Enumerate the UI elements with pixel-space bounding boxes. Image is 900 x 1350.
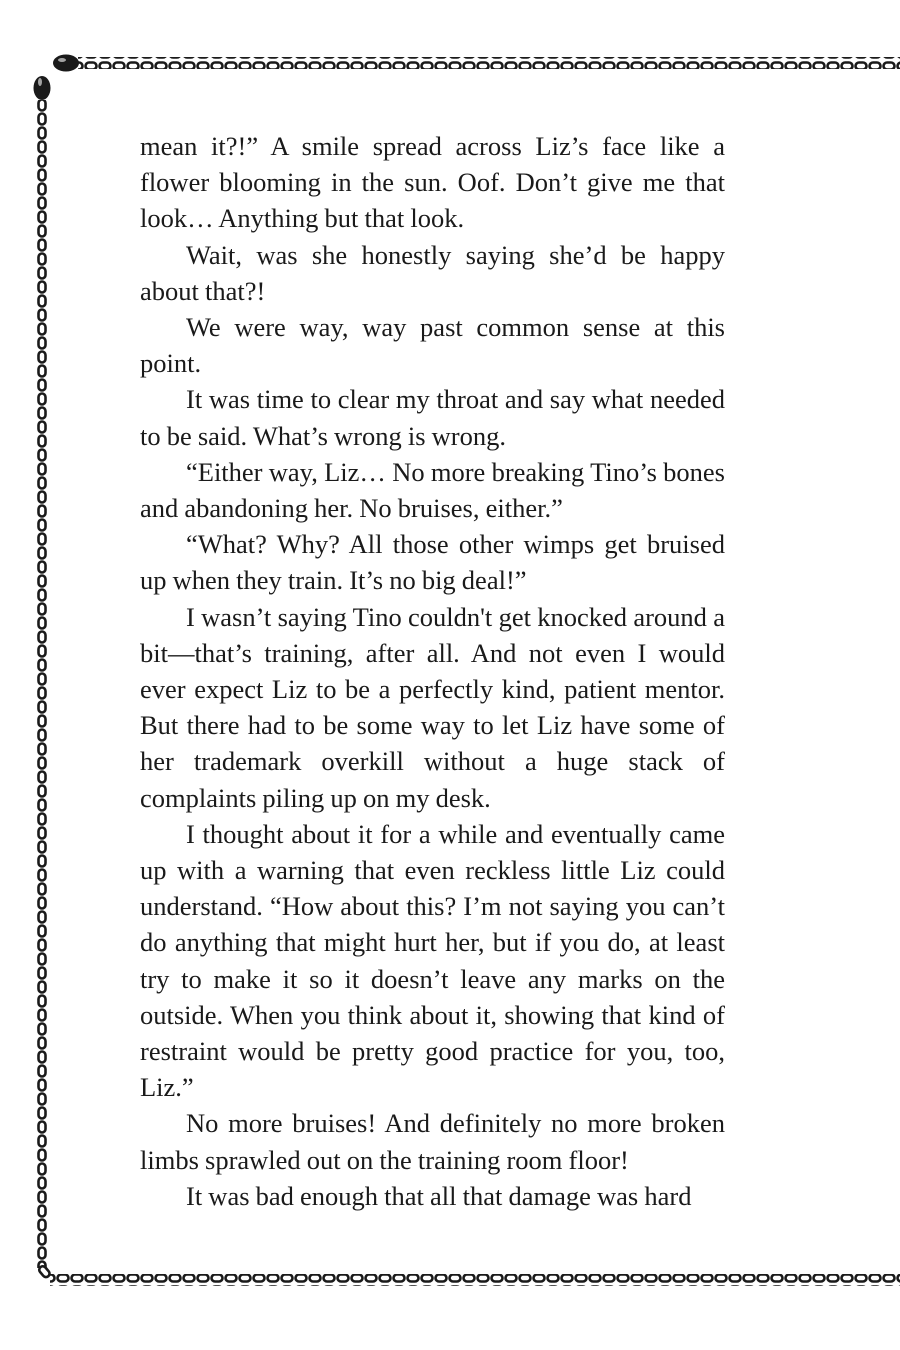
paragraph: I wasn’t saying Tino couldn't get knocked around a bit—that’s training, after all. And not even I would ever expect Liz to be a perfectly kind, patient mentor. But there had to be some way to let Liz have some of her trademark overkill without a huge stack of complaints piling up on my desk. — [140, 601, 725, 813]
body-text — [140, 128, 725, 1214]
paragraph: We were way, way past common sense at this point. — [140, 312, 725, 379]
bottom-corner-chain — [38, 1265, 51, 1279]
paragraph: mean it?!” A smile spread across Liz’s face like a flower blooming in the sun. Oof. Don’t give me that look… Anything but that look. — [140, 131, 725, 234]
top-chain — [53, 55, 900, 72]
left-chain — [34, 76, 51, 1268]
chain-weight-top — [53, 55, 79, 72]
paragraph: No more bruises! And definitely no more broken limbs sprawled out on the training room floor! — [140, 1108, 725, 1175]
paragraph: It was bad enough that all that damage was hard — [186, 1180, 692, 1211]
paragraph: I thought about it for a while and eventually came up with a warning that even reckless little Liz could understand. “How about this? I’m not saying you can’t do anything that might hurt her, but if you do, at least try to make it so it doesn’t leave any marks on the outside. When you think about it, showing that kind of restraint would be pretty good practice for you, too, Liz.” — [140, 818, 725, 1103]
paragraph: “Either way, Liz… No more breaking Tino’s bones and abandoning her. No bruises, either.” — [140, 456, 725, 524]
paragraph: It was time to clear my throat and say what needed to be said. What’s wrong is wrong. — [140, 384, 725, 451]
paragraph: “What? Why? All those other wimps get bruised up when they train. It’s no big deal!” — [140, 529, 725, 596]
bottom-chain — [50, 1274, 900, 1286]
chain-weight-left — [34, 76, 51, 100]
paragraph: Wait, was she honestly saying she’d be happy about that?! — [140, 239, 725, 306]
